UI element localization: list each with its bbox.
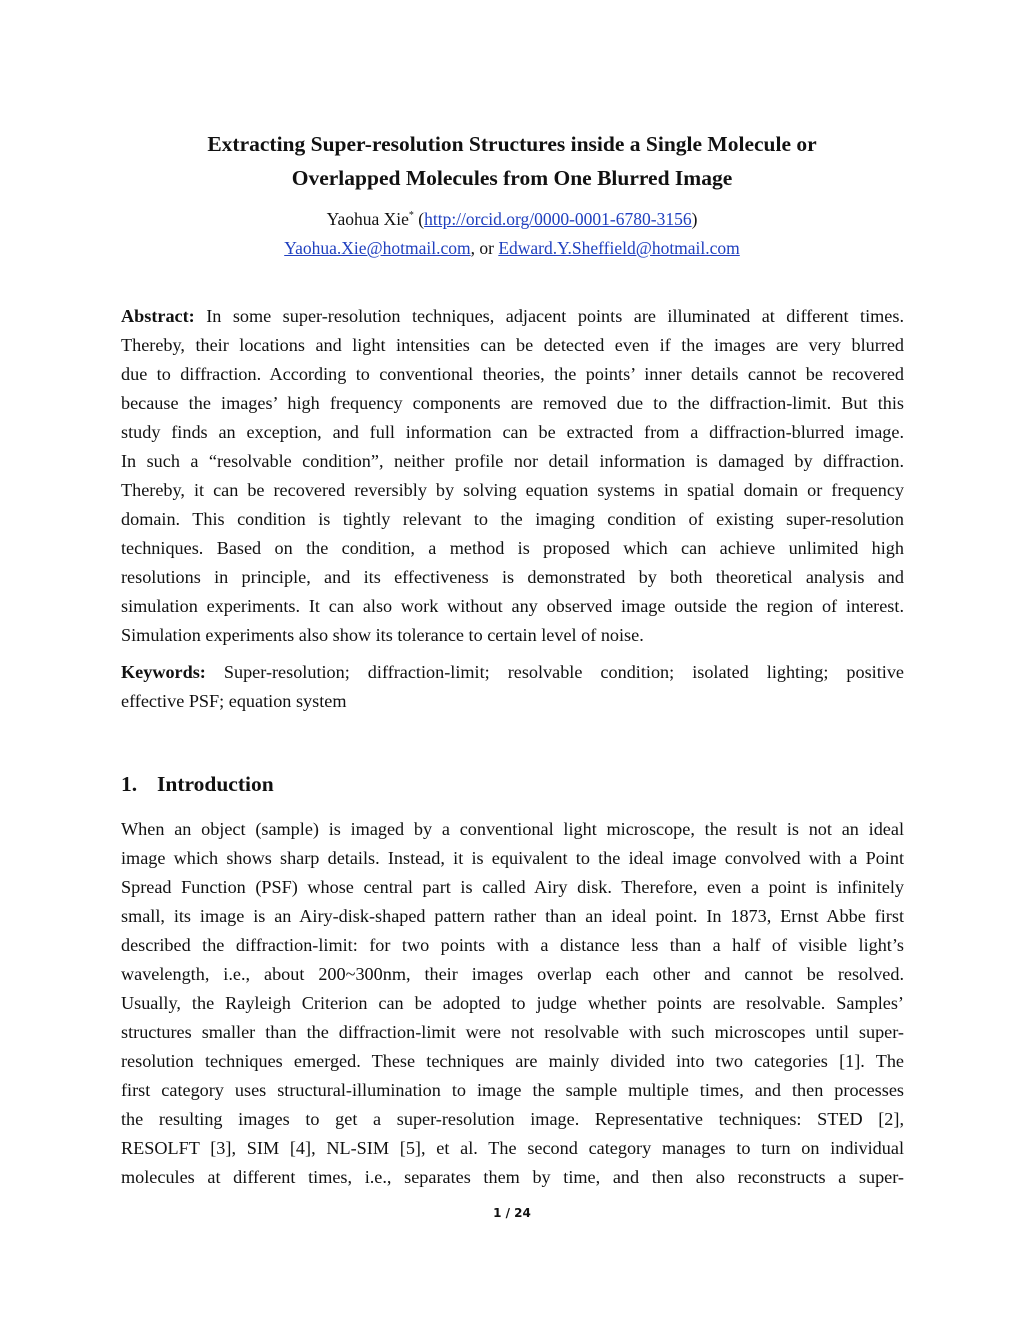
abstract-line: techniques. Based on the condition, a method is proposed which can achieve unlimited high	[121, 538, 904, 558]
intro-line: Spread Function (PSF) whose central part is called Airy disk. Therefore, even a point is infinitely	[121, 877, 904, 897]
section-title: Introduction	[157, 772, 274, 796]
email-link-1[interactable]: Yaohua.Xie@hotmail.com	[284, 238, 471, 258]
corresponding-author-marker: *	[408, 210, 414, 221]
section-heading	[121, 768, 274, 800]
email-link-2[interactable]: Edward.Y.Sheffield@hotmail.com	[498, 238, 740, 258]
paper-title	[100, 127, 924, 195]
abstract-line: resolutions in principle, and its effectiveness is demonstrated by both theoretical analysis and	[121, 567, 904, 587]
intro-line: When an object (sample) is imaged by a conventional light microscope, the result is not an ideal	[121, 819, 904, 839]
title-line-1: Extracting Super-resolution Structures inside a Single Molecule or	[207, 132, 817, 156]
email-line	[100, 237, 924, 259]
author-line	[100, 208, 924, 230]
intro-line: RESOLFT [3], SIM [4], NL-SIM [5], et al. The second category manages to turn on individual	[121, 1138, 904, 1158]
title-line-2: Overlapped Molecules from One Blurred Image	[291, 166, 733, 190]
orcid-link[interactable]: http://orcid.org/0000-0001-6780-3156	[424, 209, 692, 229]
abstract-text: In some super-resolution techniques, adjacent points are illuminated at different times.	[194, 306, 904, 326]
intro-line: wavelength, i.e., about 200~300nm, their images overlap each other and cannot be resolved.	[121, 964, 904, 984]
abstract-line: Thereby, it can be recovered reversibly by solving equation systems in spatial domain or frequency	[121, 480, 904, 500]
intro-line: resolution techniques emerged. These techniques are mainly divided into two categories [1]. The	[121, 1051, 904, 1071]
email-separator: , or	[470, 238, 499, 258]
page-number: 1 / 24	[493, 1206, 531, 1220]
keywords-label: Keywords:	[121, 662, 206, 682]
abstract	[121, 302, 904, 650]
intro-line: structures smaller than the diffraction-limit were not resolvable with such microscopes until super-	[121, 1022, 904, 1042]
keywords-line	[121, 658, 904, 687]
intro-line: the resulting images to get a super-resolution image. Representative techniques: STED [2],	[121, 1109, 904, 1129]
paren-open: (	[413, 209, 425, 229]
abstract-line: due to diffraction. According to conventional theories, the points’ inner details cannot be recovered	[121, 364, 904, 384]
intro-line: Usually, the Rayleigh Criterion can be adopted to judge whether points are resolvable. Samples’	[121, 993, 904, 1013]
intro-line: image which shows sharp details. Instead, it is equivalent to the ideal image convolved with a Point	[121, 848, 904, 868]
intro-line: first category uses structural-illumination to image the sample multiple times, and then processes	[121, 1080, 904, 1100]
abstract-line: Simulation experiments also show its tolerance to certain level of noise.	[121, 625, 644, 645]
abstract-line: In such a “resolvable condition”, neither profile nor detail information is damaged by diffraction.	[121, 451, 904, 471]
abstract-line	[121, 302, 904, 331]
abstract-line: Thereby, their locations and light intensities can be detected even if the images are very blurred	[121, 335, 904, 355]
intro-line: described the diffraction-limit: for two points with a distance less than a half of visible light’s	[121, 935, 904, 955]
keywords-text: Super-resolution; diffraction-limit; resolvable condition; isolated lighting; positive	[205, 662, 904, 682]
abstract-line: because the images’ high frequency components are removed due to the diffraction-limit. But this	[121, 393, 904, 413]
keywords	[121, 658, 904, 716]
section-number: 1.	[121, 772, 138, 796]
abstract-label: Abstract:	[121, 306, 195, 326]
paren-close: )	[691, 209, 698, 229]
author-name: Yaohua Xie	[326, 209, 409, 229]
abstract-line: study finds an exception, and full information can be extracted from a diffraction-blurred image.	[121, 422, 904, 442]
abstract-line: domain. This condition is tightly relevant to the imaging condition of existing super-resolution	[121, 509, 904, 529]
abstract-line: simulation experiments. It can also work without any observed image outside the region of interest.	[121, 596, 904, 616]
introduction-body	[121, 815, 904, 1192]
intro-line: molecules at different times, i.e., separates them by time, and then also reconstructs a super-	[121, 1167, 904, 1187]
intro-line: small, its image is an Airy-disk-shaped pattern rather than an ideal point. In 1873, Ernst Abbe first	[121, 906, 904, 926]
keywords-line: effective PSF; equation system	[121, 691, 347, 711]
